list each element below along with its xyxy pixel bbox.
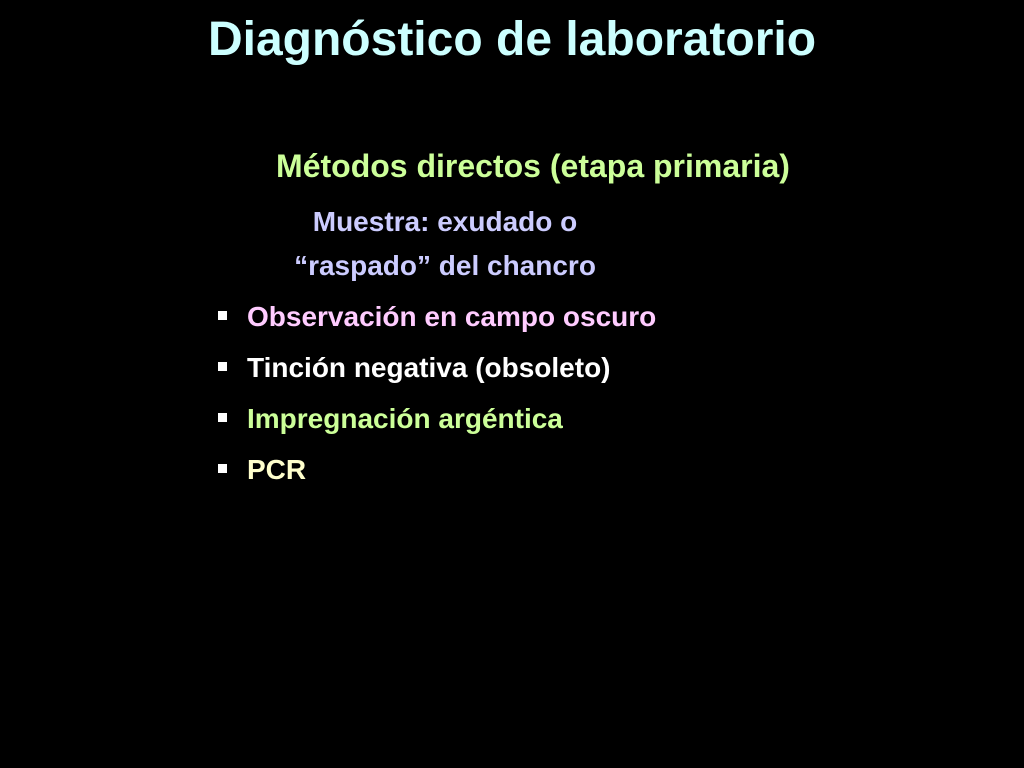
- method-item-label: Observación en campo oscuro: [247, 301, 657, 332]
- square-bullet-icon: [218, 311, 227, 320]
- square-bullet-icon: [218, 413, 227, 422]
- method-item-label: Tinción negativa (obsoleto): [247, 352, 611, 383]
- slide-title: Diagnóstico de laboratorio: [207, 13, 817, 66]
- sample-line-2: “raspado” del chancro: [294, 250, 596, 281]
- method-item-negative-stain: [214, 345, 656, 396]
- method-item-label: PCR: [247, 454, 307, 485]
- method-list: [214, 294, 656, 498]
- square-bullet-icon: [218, 362, 227, 371]
- sample-description: [240, 200, 650, 288]
- slide-subtitle: Métodos directos (etapa primaria): [276, 148, 790, 184]
- method-item-silver-impregnation: [214, 396, 656, 447]
- square-bullet-icon: [218, 464, 227, 473]
- method-item-label: Impregnación argéntica: [247, 403, 563, 434]
- method-item-dark-field: [214, 294, 656, 345]
- method-item-pcr: [214, 447, 656, 498]
- sample-line-1: Muestra: exudado o: [312, 206, 578, 237]
